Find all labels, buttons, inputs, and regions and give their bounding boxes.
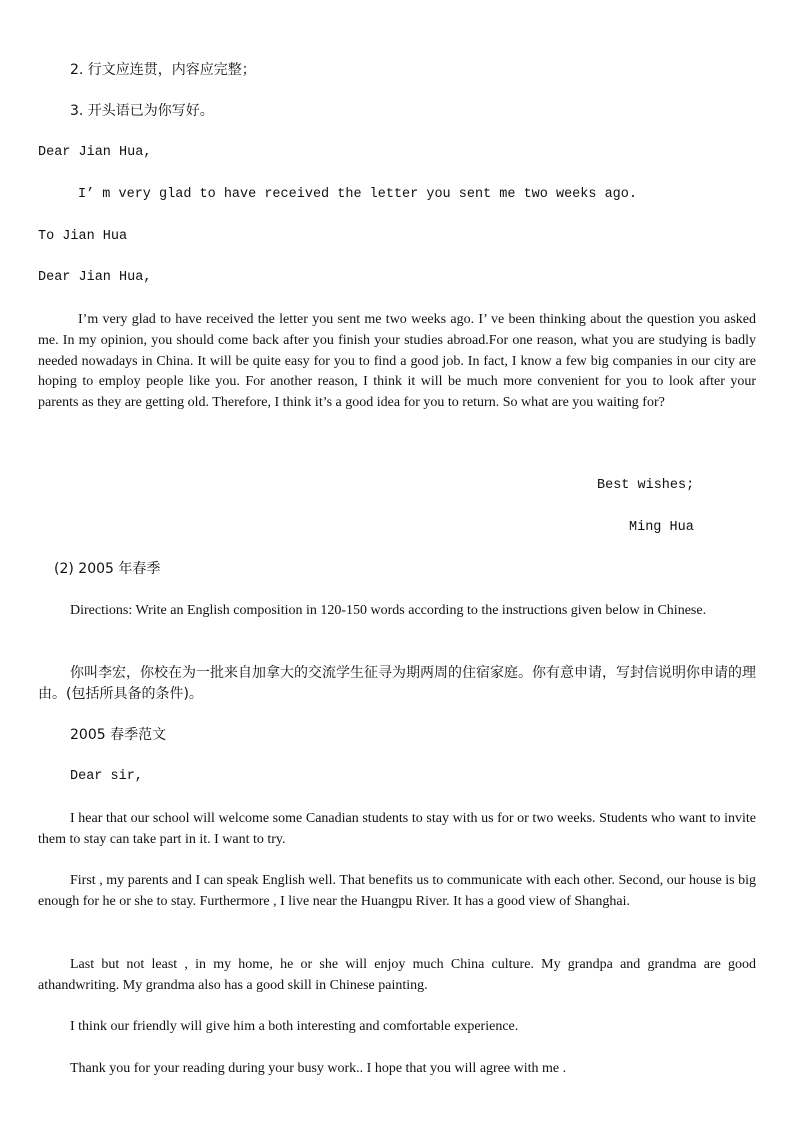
task-chinese-paragraph: 你叫李宏，你校在为一批来自加拿大的交流学生征寻为期两周的住宿家庭。你有意申请，写封信说明你申请的理由。(包括所具备的条件)。 [38,665,756,702]
sample-body-paragraph: I’m very glad to have received the letter you sent me two weeks ago. I’ ve been thinking about the question you asked me. In my opinion, you should come back after you finish your studies abroad.For one reason, what you are studying is badly needed nowadays in China. It will be quite easy for you to find a good job. In fact, I know a few big companies in our city are hoping to employ people like you. For another reason, I think it will be much more convenient for you to look after your parents as they are getting old. Therefore, I think it’s a good idea for you to return. So what are you waiting for? [38,312,756,411]
letter-paragraph-1: I hear that our school will welcome some Canadian students to stay with us for or two weeks. Students who want to invite them to stay can take part in it. I want to try. [38,811,756,847]
sample-to-line: To Jian Hua [38,229,128,244]
letter-paragraph-5: Thank you for your reading during your busy work.. I hope that you will agree with me . [70,1061,567,1076]
prompt-opening-line: I’ m very glad to have received the letter you sent me two weeks ago. [78,187,637,202]
requirement-item-3: 3. 开头语已为你写好。 [70,103,214,119]
letter-paragraph-4: I think our friendly will give him a both interesting and comfortable experience. [70,1019,519,1034]
directions-paragraph: Directions: Write an English composition in 120-150 words according to the instructions given below in Chinese. [70,603,707,618]
letter-salutation-2005: Dear sir, [70,769,143,784]
sample-title-2005: 2005 春季范文 [70,727,167,743]
letter-paragraph-2: First , my parents and I can speak English well. That benefits us to communicate with each other. Second, our house is big enough for he or she to stay. Furthermore , I live near the Huangpu River. It has a good view of Shanghai. [38,873,756,909]
sample-closing: Best wishes; [597,478,695,493]
requirement-item-2: 2. 行文应连贯，内容应完整； [70,62,256,78]
prompt-salutation: Dear Jian Hua, [38,145,152,160]
sample-salutation: Dear Jian Hua, [38,270,152,285]
sample-signature: Ming Hua [629,520,694,535]
section-heading-2005: (2) 2005 年春季 [54,561,161,577]
letter-paragraph-3: Last but not least , in my home, he or she will enjoy much China culture. My grandpa and grandma are good athandwriting. My grandma also has a good skill in Chinese painting. [38,957,756,993]
